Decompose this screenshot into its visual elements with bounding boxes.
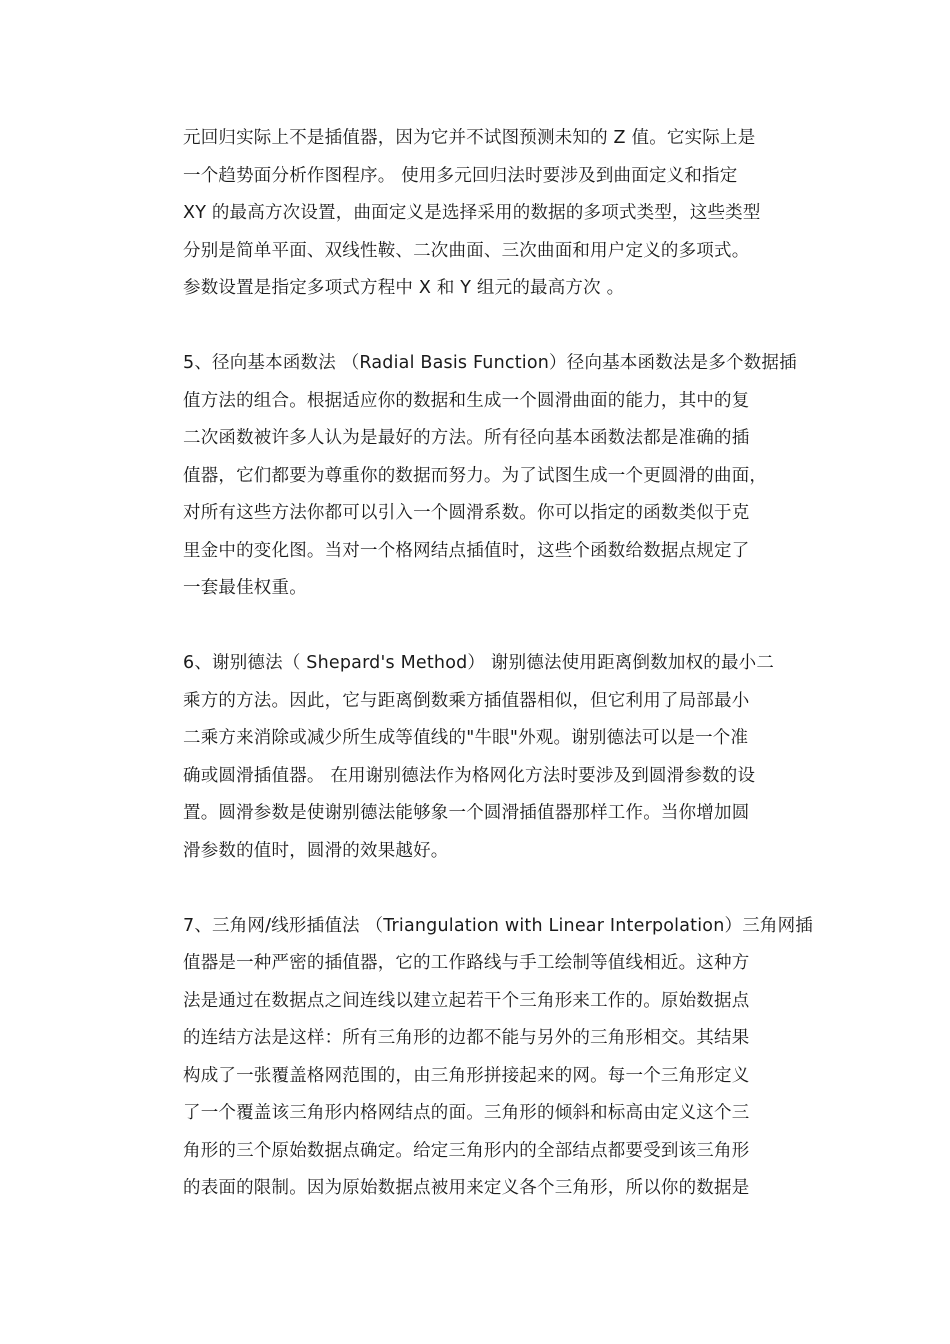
text-line: 一套最佳权重。 [183, 578, 307, 598]
text-line: 确或圆滑插值器。 在用谢别德法作为格网化方法时要涉及到圆滑参数的设 [183, 765, 756, 786]
text-line: 值器，它们都要为尊重你的数据而努力。为了试图生成一个更圆滑的曲面， [183, 465, 768, 486]
text-line: 了一个覆盖该三角形内格网结点的面。三角形的倾斜和标高由定义这个三 [183, 1103, 750, 1123]
text-line: 二次函数被许多人认为是最好的方法。所有径向基本函数法都是准确的插 [183, 428, 750, 448]
text-line: 的连结方法是这样：所有三角形的边都不能与另外的三角形相交。其结果 [183, 1028, 750, 1048]
text-line: 7、三角网/线形插值法 （Triangulation with Linear Interpolation）三角网插 [183, 915, 813, 936]
text-line: 对所有这些方法你都可以引入一个圆滑系数。你可以指定的函数类似于克 [183, 503, 750, 523]
text-line: 乘方的方法。因此，它与距离倒数乘方插值器相似，但它利用了局部最小 [183, 690, 750, 711]
text-line: 二乘方来消除或减少所生成等值线的"牛眼"外观。谢别德法可以是一个准 [183, 728, 749, 748]
paragraph-radial-basis-function [183, 345, 808, 608]
text-line: 值器是一种严密的插值器，它的工作路线与手工绘制等值线相近。这种方 [183, 953, 750, 973]
text-line: 分别是简单平面、双线性鞍、二次曲面、三次曲面和用户定义的多项式。 [183, 240, 750, 261]
text-line: 值方法的组合。根据适应你的数据和生成一个圆滑曲面的能力，其中的复 [183, 390, 750, 411]
paragraph-spacer [183, 308, 808, 346]
text-line: 的表面的限制。因为原始数据点被用来定义各个三角形，所以你的数据是 [183, 1178, 750, 1198]
paragraph-spacer [183, 608, 808, 646]
text-line: 5、径向基本函数法 （Radial Basis Function）径向基本函数法是多个数据插 [183, 353, 797, 373]
paragraph-multiple-regression [183, 120, 808, 308]
text-line: 里金中的变化图。当对一个格网结点插值时，这些个函数给数据点规定了 [183, 540, 750, 561]
text-line: 构成了一张覆盖格网范围的，由三角形拼接起来的网。每一个三角形定义 [183, 1065, 750, 1086]
text-line: 6、谢别德法（ Shepard's Method） 谢别德法使用距离倒数加权的最小二 [183, 653, 775, 673]
text-line: 元回归实际上不是插值器，因为它并不试图预测未知的 Z 值。它实际上是 [183, 128, 756, 148]
paragraph-shepards-method [183, 645, 808, 870]
text-line: 置。圆滑参数是使谢别德法能够象一个圆滑插值器那样工作。当你增加圆 [183, 803, 750, 823]
text-line: 一个趋势面分析作图程序。 使用多元回归法时要涉及到曲面定义和指定 [183, 165, 738, 186]
text-line: 滑参数的值时，圆滑的效果越好。 [183, 840, 449, 861]
text-line: 法是通过在数据点之间连线以建立起若干个三角形来工作的。原始数据点 [183, 990, 750, 1011]
text-line: 角形的三个原始数据点确定。给定三角形内的全部结点都要受到该三角形 [183, 1140, 750, 1161]
text-line: 参数设置是指定多项式方程中 X 和 Y 组元的最高方次 。 [183, 278, 625, 298]
document-body [183, 120, 813, 1208]
paragraph-triangulation [183, 908, 813, 1208]
paragraph-spacer [183, 870, 808, 908]
text-line: XY 的最高方次设置，曲面定义是选择采用的数据的多项式类型，这些类型 [183, 203, 761, 223]
